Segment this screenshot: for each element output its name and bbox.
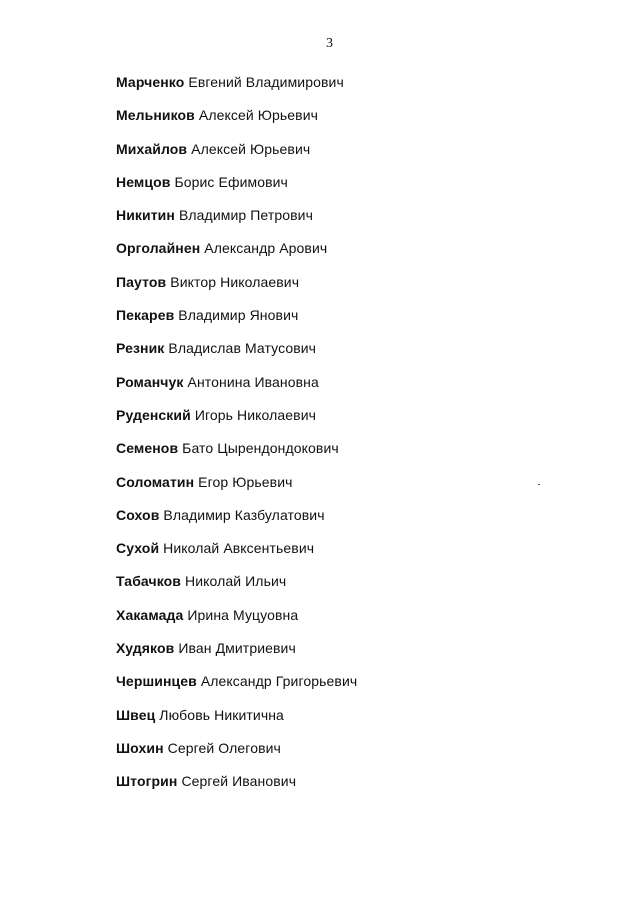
name-list bbox=[116, 72, 357, 805]
page-number: 3 bbox=[326, 36, 333, 51]
surname: Швец bbox=[116, 706, 156, 723]
given-names: Владимир Петрович bbox=[178, 207, 313, 224]
list-item bbox=[116, 272, 357, 305]
given-names: Игорь Николаевич bbox=[194, 406, 317, 423]
given-names: Евгений Владимирович bbox=[188, 74, 344, 90]
list-item bbox=[116, 438, 357, 471]
list-item bbox=[116, 405, 357, 438]
given-names: Алексей Юрьевич bbox=[198, 107, 319, 124]
surname: Немцов bbox=[116, 173, 171, 190]
surname: Табачков bbox=[116, 573, 181, 590]
surname: Михайлов bbox=[116, 140, 188, 157]
given-names: Владимир Казбулатович bbox=[163, 506, 325, 523]
surname: Сохов bbox=[116, 506, 160, 523]
given-names: Александр Григорьевич bbox=[200, 673, 358, 690]
surname: Руденский bbox=[116, 406, 191, 423]
list-item bbox=[116, 305, 357, 338]
list-item bbox=[116, 72, 357, 105]
list-item bbox=[116, 338, 357, 371]
surname: Марченко bbox=[116, 74, 185, 90]
surname: Сухой bbox=[116, 540, 160, 557]
given-names: Владислав Матусович bbox=[168, 340, 317, 357]
list-item bbox=[116, 571, 357, 604]
given-names: Николай Авксентьевич bbox=[163, 540, 315, 557]
surname: Чершинцев bbox=[116, 673, 197, 690]
scan-speck bbox=[538, 484, 540, 485]
given-names: Антонина Ивановна bbox=[187, 373, 319, 390]
list-item bbox=[116, 172, 357, 205]
surname: Мельников bbox=[116, 107, 195, 124]
list-item bbox=[116, 771, 357, 804]
given-names: Егор Юрьевич bbox=[198, 473, 293, 490]
given-names: Николай Ильич bbox=[184, 573, 287, 590]
surname: Соломатин bbox=[116, 473, 195, 490]
surname: Романчук bbox=[116, 373, 184, 390]
list-item bbox=[116, 372, 357, 405]
list-item bbox=[116, 738, 357, 771]
surname: Паутов bbox=[116, 273, 167, 290]
given-names: Бато Цырендондокович bbox=[182, 440, 339, 457]
list-item bbox=[116, 472, 357, 505]
given-names: Александр Арович bbox=[204, 240, 328, 257]
surname: Худяков bbox=[116, 640, 175, 657]
list-item bbox=[116, 139, 357, 172]
list-item bbox=[116, 538, 357, 571]
surname: Никитин bbox=[116, 207, 175, 224]
list-item bbox=[116, 105, 357, 138]
list-item bbox=[116, 705, 357, 738]
given-names: Владимир Янович bbox=[178, 307, 299, 324]
surname: Штогрин bbox=[116, 773, 178, 790]
list-item bbox=[116, 205, 357, 238]
list-item bbox=[116, 638, 357, 671]
surname: Пекарев bbox=[116, 307, 175, 324]
given-names: Виктор Николаевич bbox=[170, 273, 300, 290]
given-names: Сергей Олегович bbox=[167, 739, 281, 756]
given-names: Иван Дмитриевич bbox=[178, 640, 296, 657]
given-names: Сергей Иванович bbox=[181, 773, 297, 790]
surname: Резник bbox=[116, 340, 165, 357]
given-names: Любовь Никитична bbox=[159, 706, 284, 723]
surname: Орголайнен bbox=[116, 240, 201, 257]
given-names: Алексей Юрьевич bbox=[191, 140, 311, 157]
given-names: Ирина Муцуовна bbox=[187, 606, 299, 623]
surname: Хакамада bbox=[116, 606, 184, 623]
list-item bbox=[116, 671, 357, 704]
list-item bbox=[116, 605, 357, 638]
list-item bbox=[116, 505, 357, 538]
given-names: Борис Ефимович bbox=[174, 173, 288, 190]
list-item bbox=[116, 238, 357, 271]
surname: Шохин bbox=[116, 739, 164, 756]
surname: Семенов bbox=[116, 440, 179, 457]
